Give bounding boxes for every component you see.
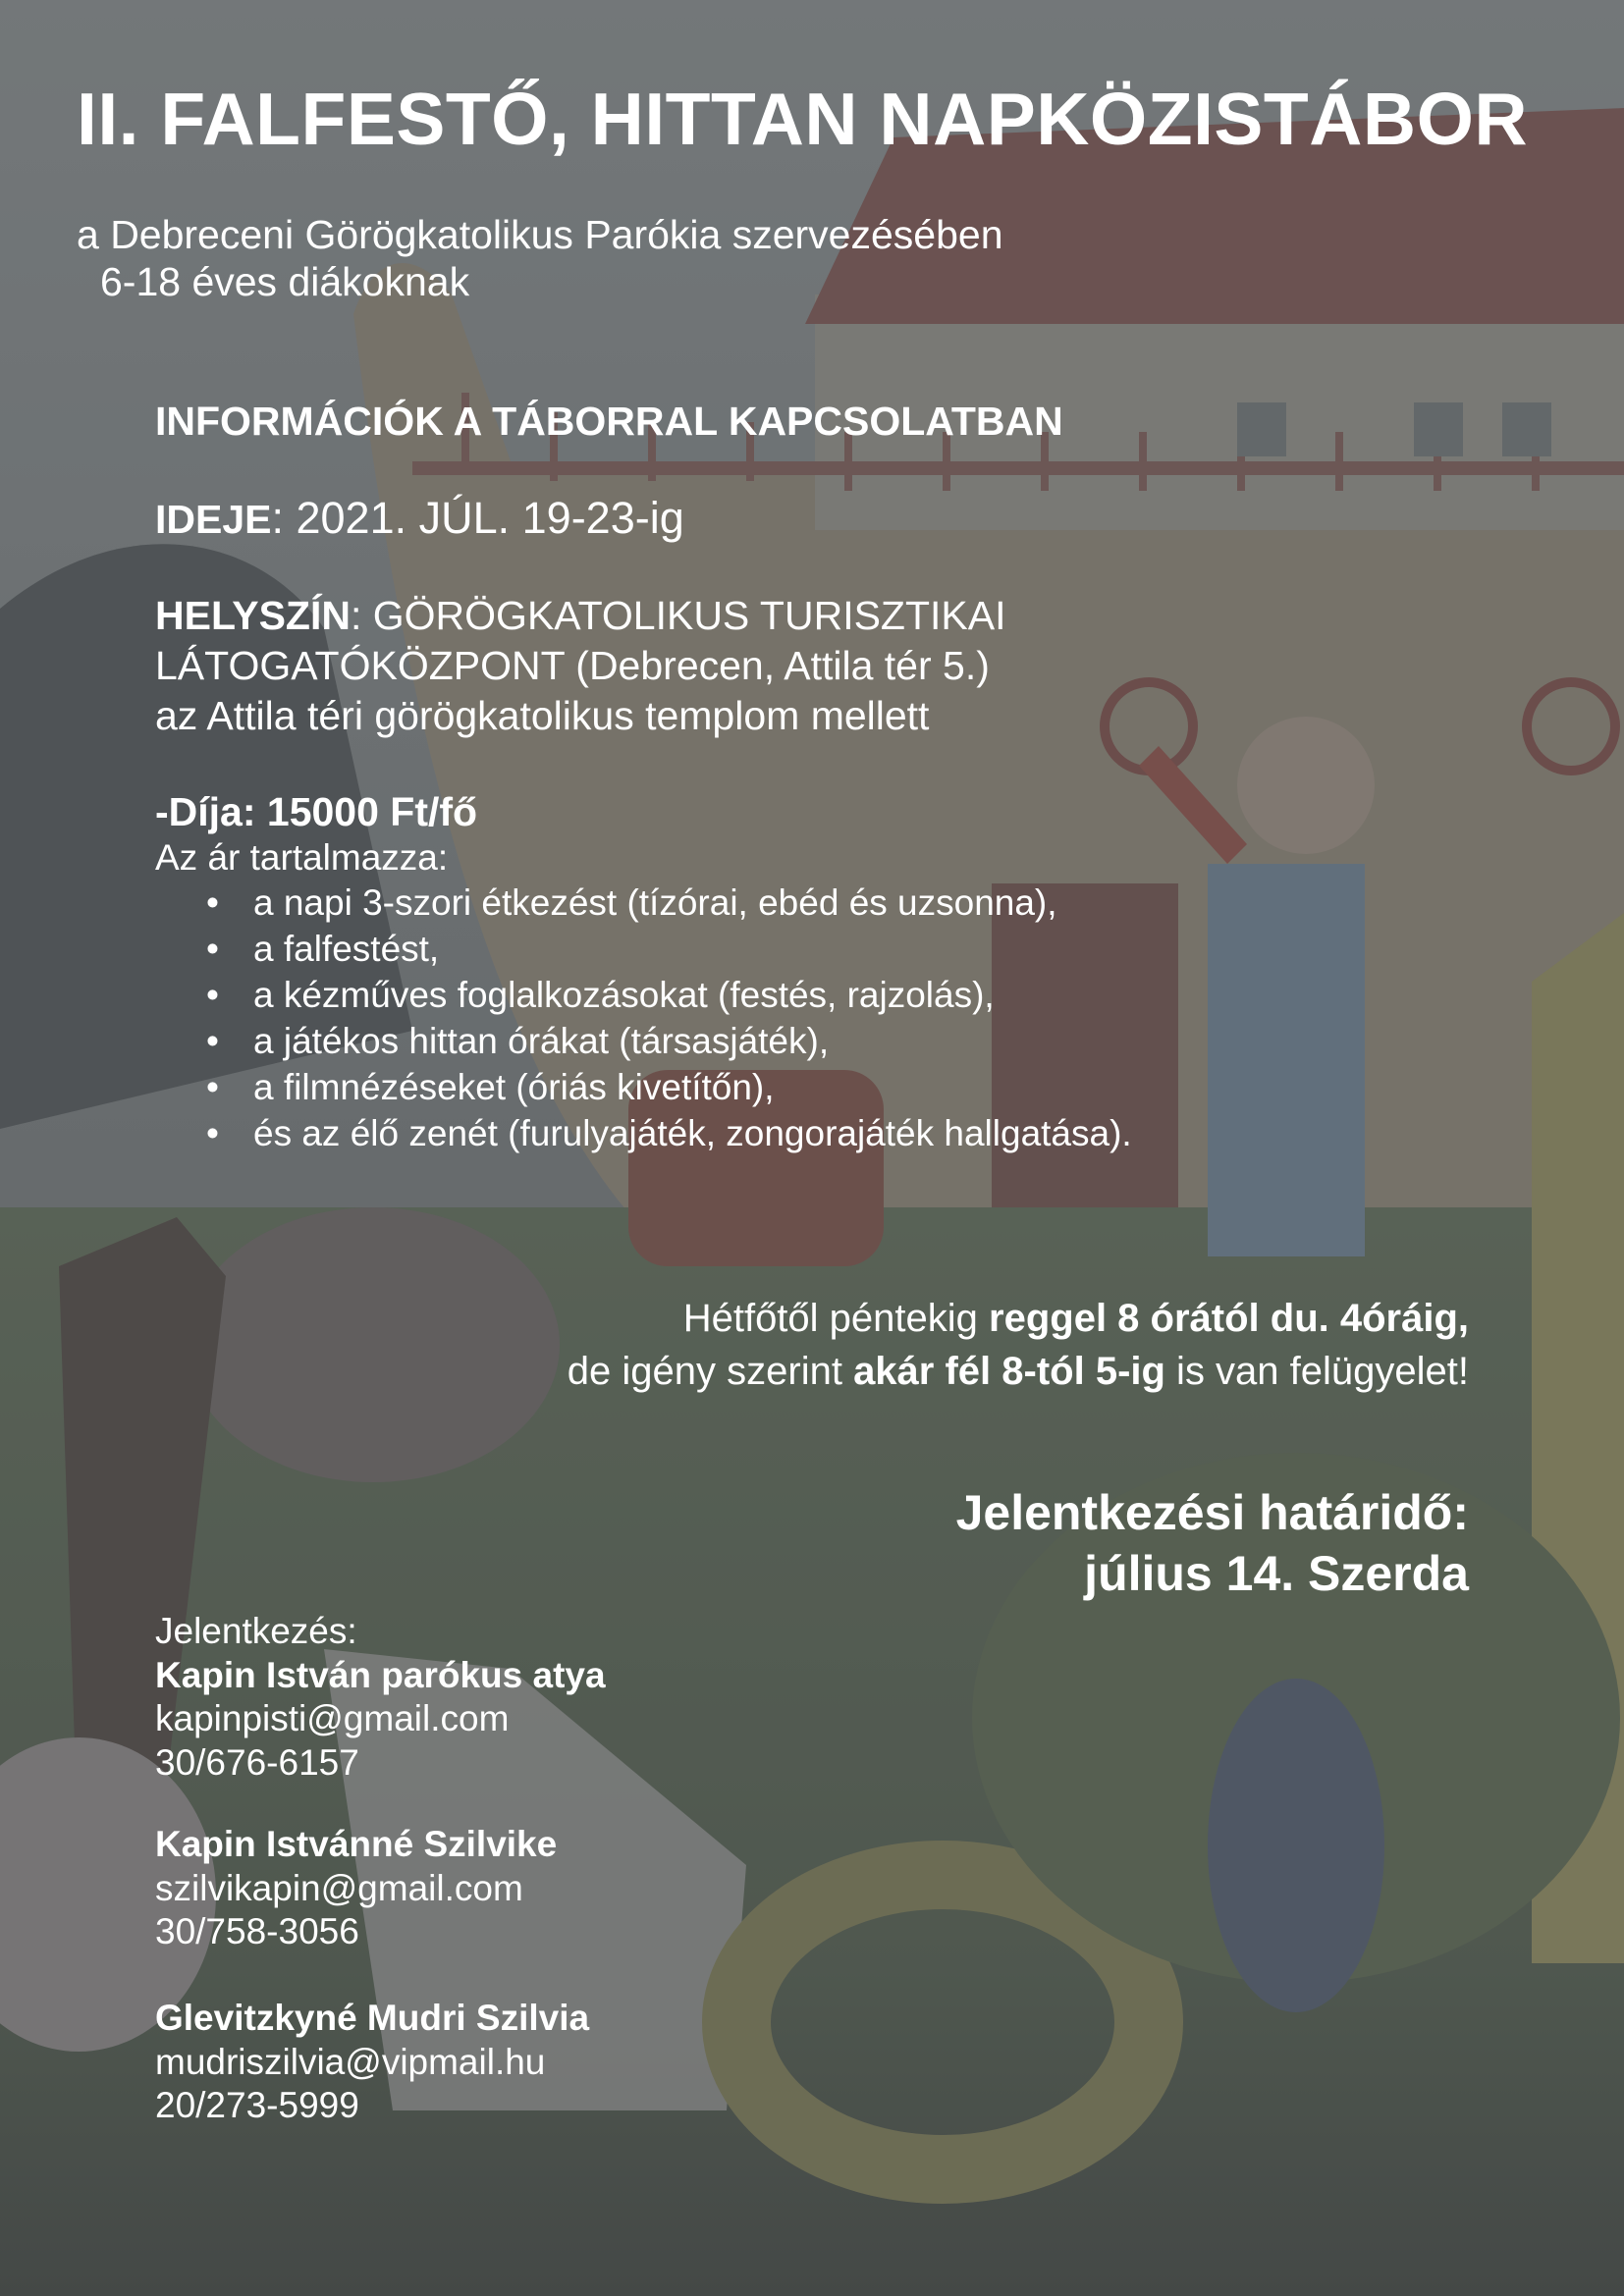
fee-includes: Az ár tartalmazza: xyxy=(155,837,449,878)
contact-name: Kapin István parókus atya xyxy=(155,1654,606,1695)
fee-items-list xyxy=(155,880,1132,1156)
bullet: • xyxy=(206,1113,219,1153)
contact-name: Kapin Istvánné Szilvike xyxy=(155,1824,558,1864)
bullet: • xyxy=(206,929,219,969)
location-value: : GÖRÖGKATOLIKUS TURISZTIKAI xyxy=(350,593,1006,638)
location-line-3: az Attila téri görögkatolikus templom mellett xyxy=(155,693,930,738)
date-line xyxy=(155,493,684,544)
date-label: IDEJE xyxy=(155,497,272,542)
subtitle-audience: 6-18 éves diákoknak xyxy=(100,259,470,304)
bullet: • xyxy=(206,1021,219,1061)
contact-phone[interactable]: 30/758-3056 xyxy=(155,1911,359,1951)
contact-email[interactable]: kapinpisti@gmail.com xyxy=(155,1698,510,1738)
date-value: : 2021. JÚL. 19-23-ig xyxy=(271,493,684,543)
list-item: • és az élő zenét (furulyajáték, zongorajáték hallgatása). xyxy=(253,1110,1132,1156)
page-title: II. FALFESTŐ, HITTAN NAPKÖZISTÁBOR xyxy=(77,78,1529,160)
contact-block-3 xyxy=(155,1997,589,2128)
subtitle-organizer: a Debreceni Görögkatolikus Parókia szervezésében xyxy=(77,212,1003,257)
contact-phone[interactable]: 30/676-6157 xyxy=(155,1741,359,1783)
location-label: HELYSZÍN xyxy=(155,593,351,638)
bullet: • xyxy=(206,1067,219,1107)
deadline-date: július 14. Szerda xyxy=(1084,1546,1469,1601)
list-item: • a filmnézéseket (óriás kivetítőn), xyxy=(253,1064,1132,1110)
list-item: • a napi 3-szori étkezést (tízórai, ebéd és uzsonna), xyxy=(253,880,1132,926)
deadline-block xyxy=(956,1482,1469,1604)
info-heading: INFORMÁCIÓK A TÁBORRAL KAPCSOLATBAN xyxy=(155,399,1063,444)
location-line-2: LÁTOGATÓKÖZPONT (Debrecen, Attila tér 5.) xyxy=(155,643,990,688)
bullet: • xyxy=(206,882,219,923)
list-item: • a játékos hittan órákat (társasjáték), xyxy=(253,1018,1132,1064)
contact-phone[interactable]: 20/273-5999 xyxy=(155,2085,359,2125)
registration-label: Jelentkezés: xyxy=(155,1611,357,1651)
schedule-block: Hétfőtől péntekig reggel 8 órától du. 4óráig, de igény szerint akár fél 8-tól 5-ig is van felügyelet! xyxy=(567,1297,1469,1393)
contact-email[interactable]: mudriszilvia@vipmail.hu xyxy=(155,2041,546,2082)
bullet: • xyxy=(206,975,219,1015)
location-block xyxy=(155,591,1006,741)
contact-email[interactable]: szilvikapin@gmail.com xyxy=(155,1867,523,1908)
registration-block xyxy=(155,1610,606,1785)
list-item: • a falfestést, xyxy=(253,926,1132,972)
fee-label: -Díja: 15000 Ft/fő xyxy=(155,789,478,834)
contact-block-2 xyxy=(155,1823,557,1954)
list-item: • a kézműves foglalkozásokat (festés, rajzolás), xyxy=(253,972,1132,1018)
deadline-label: Jelentkezési határidő: xyxy=(955,1485,1469,1540)
contact-name: Glevitzkyné Mudri Szilvia xyxy=(155,1998,590,2038)
